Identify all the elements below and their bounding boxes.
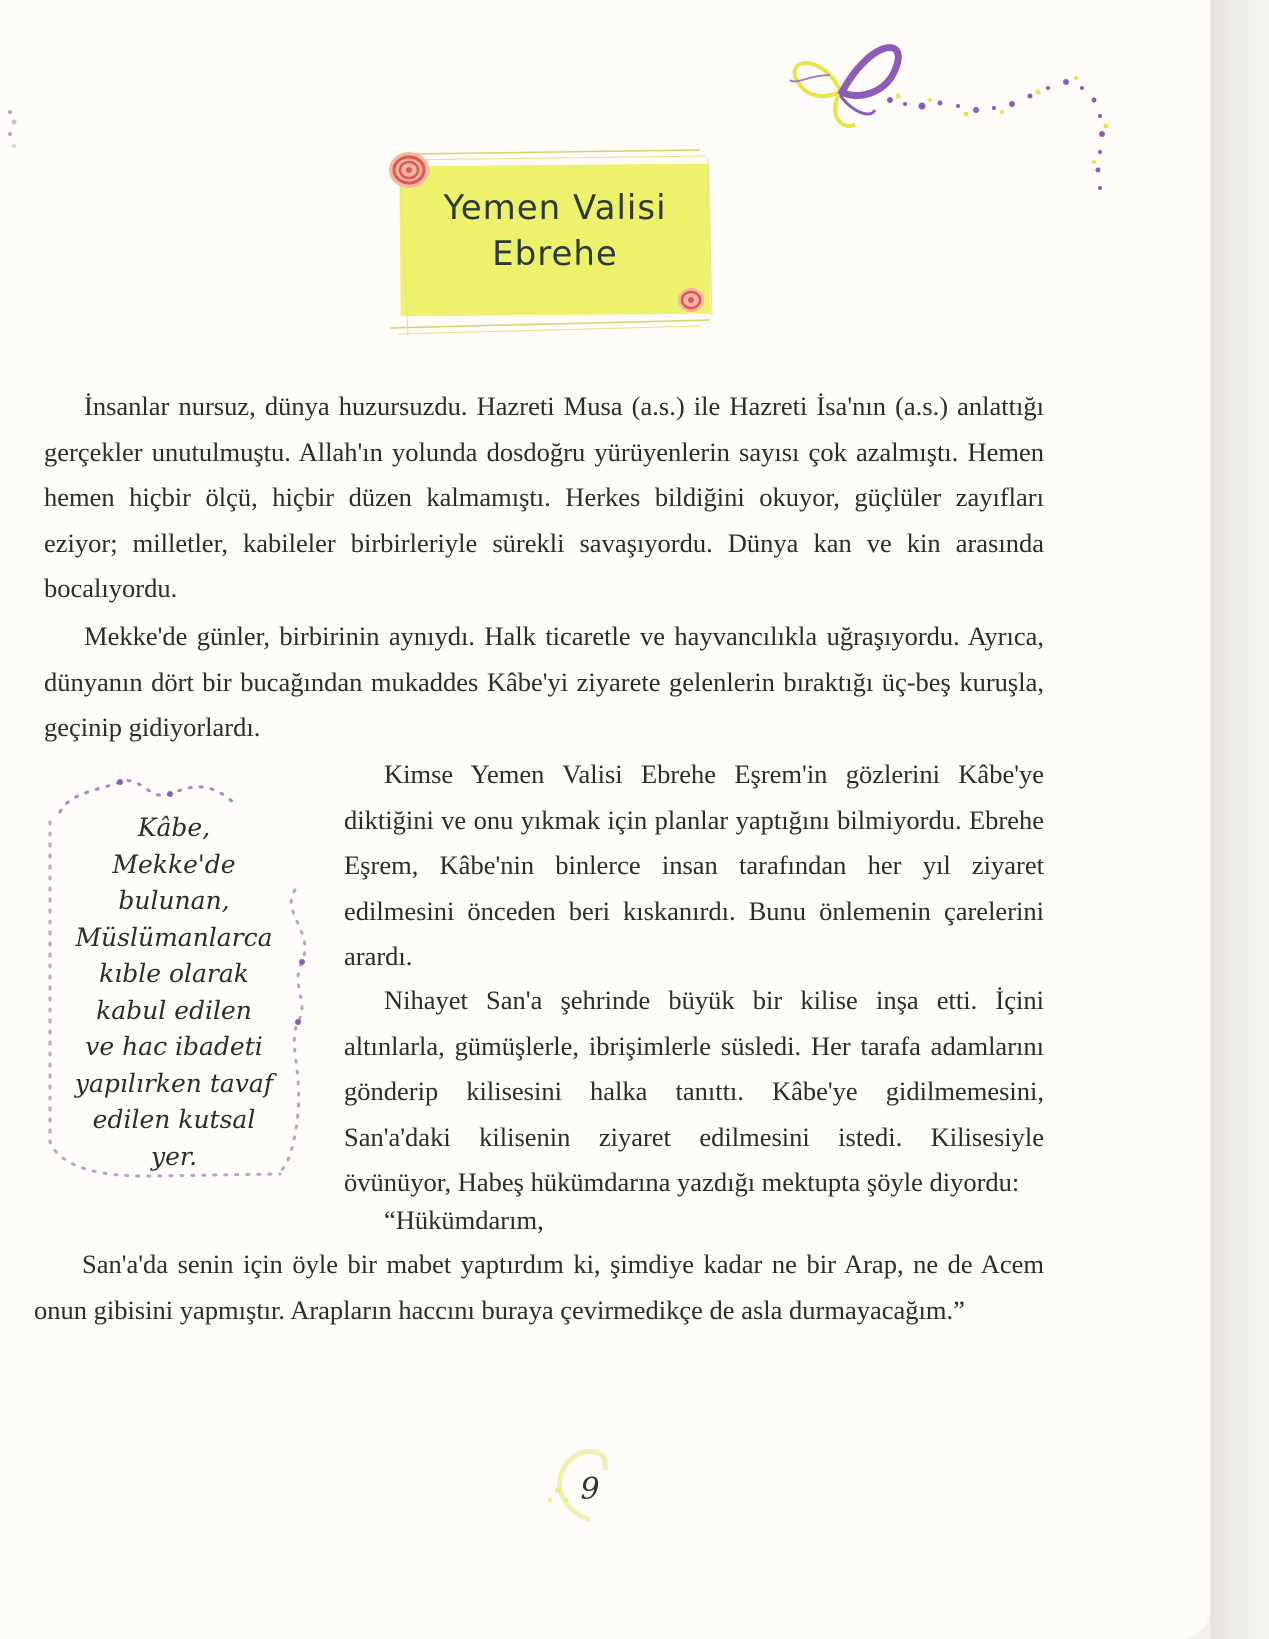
letter-body: San'a'da senin için öyle bir mabet yaptırdım ki, şimdiye kadar ne bir Arap, ne de Acem onun gibisini yapmıştır. Arapların haccını buraya çevirmedikçe de asla durmayacağım.”: [34, 1249, 1044, 1325]
paragraph-3: Kimse Yemen Valisi Ebrehe Eşrem'in gözlerini Kâbe'ye diktiğini ve onu yıkmak için planlar yaptığını bilmiyordu. Ebrehe Eşrem, Kâbe'nin binlerce insan tarafından her yıl ziyaret edilmesini önceden beri kıskanırdı. Bunu önlemenin çarelerini arardı.: [344, 759, 1044, 971]
letter-greeting: “Hükümdarım,: [384, 1205, 544, 1235]
sidebar-line: Kâbe,: [137, 813, 211, 842]
sidebar-line: kıble olarak: [99, 959, 249, 988]
sidebar-line: edilen kutsal: [92, 1105, 256, 1134]
page-title: [400, 185, 710, 277]
rose-icon: [385, 148, 433, 192]
paragraph-1: İnsanlar nursuz, dünya huzursuzdu. Hazreti Musa (a.s.) ile Hazreti İsa'nın (a.s.) anlattığı gerçekler unutulmuştu. Allah'ın yolunda dosdoğru yürüyenlerin sayısı çok azalmıştı. Hemen hemen hiçbir ölçü, hiçbir düzen kalmamıştı. Herkes bildiğini okuyor, güçlüler zayıfları eziyor; milletler, kabileler birbirleriyle sürekli savaşıyordu. Dünya kan ve kin arasında bocalıyordu.: [44, 391, 1044, 603]
page-number: 9: [580, 1472, 600, 1507]
page-edge-shadow: [1210, 0, 1269, 1639]
butterfly-decoration: [780, 30, 1130, 200]
title-line-2: Ebrehe: [492, 234, 618, 274]
paragraph-2: Mekke'de günler, birbirinin aynıydı. Halk ticaretle ve hayvancılıkla uğraşıyordu. Ayrıca, dünyanın dört bir bucağından mukaddes Kâbe'yi ziyarete gelenlerin bıraktığı üç-beş kuruşla, geçinip gidiyorlardı.: [44, 621, 1044, 742]
sidebar-line: kabul edilen: [96, 995, 252, 1025]
sidebar-line: yapılırken tavaf: [74, 1068, 274, 1098]
rose-icon-small: [676, 286, 706, 314]
sidebar-line: ve hac ibadeti: [85, 1032, 263, 1061]
paragraph-4: Nihayet San'a şehrinde büyük bir kilise inşa etti. İçini altınlarla, gümüşlerle, ibrişimlerle süsledi. Her tarafa adamlarını gönderip kilisesini halka tanıttı. Kâbe'ye gidilmemesini, San'a'daki kilisenin ziyaret edilmesini istedi. Kilisesiyle övünüyor, Habeş hükümdarına yazdığı mektupta şöyle diyordu:: [344, 985, 1044, 1197]
sidebar-line: yer.: [150, 1141, 198, 1171]
margin-dots-decoration: [4, 108, 18, 158]
title-line-1: Yemen Valisi: [443, 188, 667, 228]
sidebar-line: Mekke'de: [112, 849, 236, 879]
sidebar-line: Müslümanlarca: [75, 922, 273, 952]
sidebar-note: [60, 810, 288, 1175]
sidebar-line: bulunan,: [118, 886, 230, 915]
